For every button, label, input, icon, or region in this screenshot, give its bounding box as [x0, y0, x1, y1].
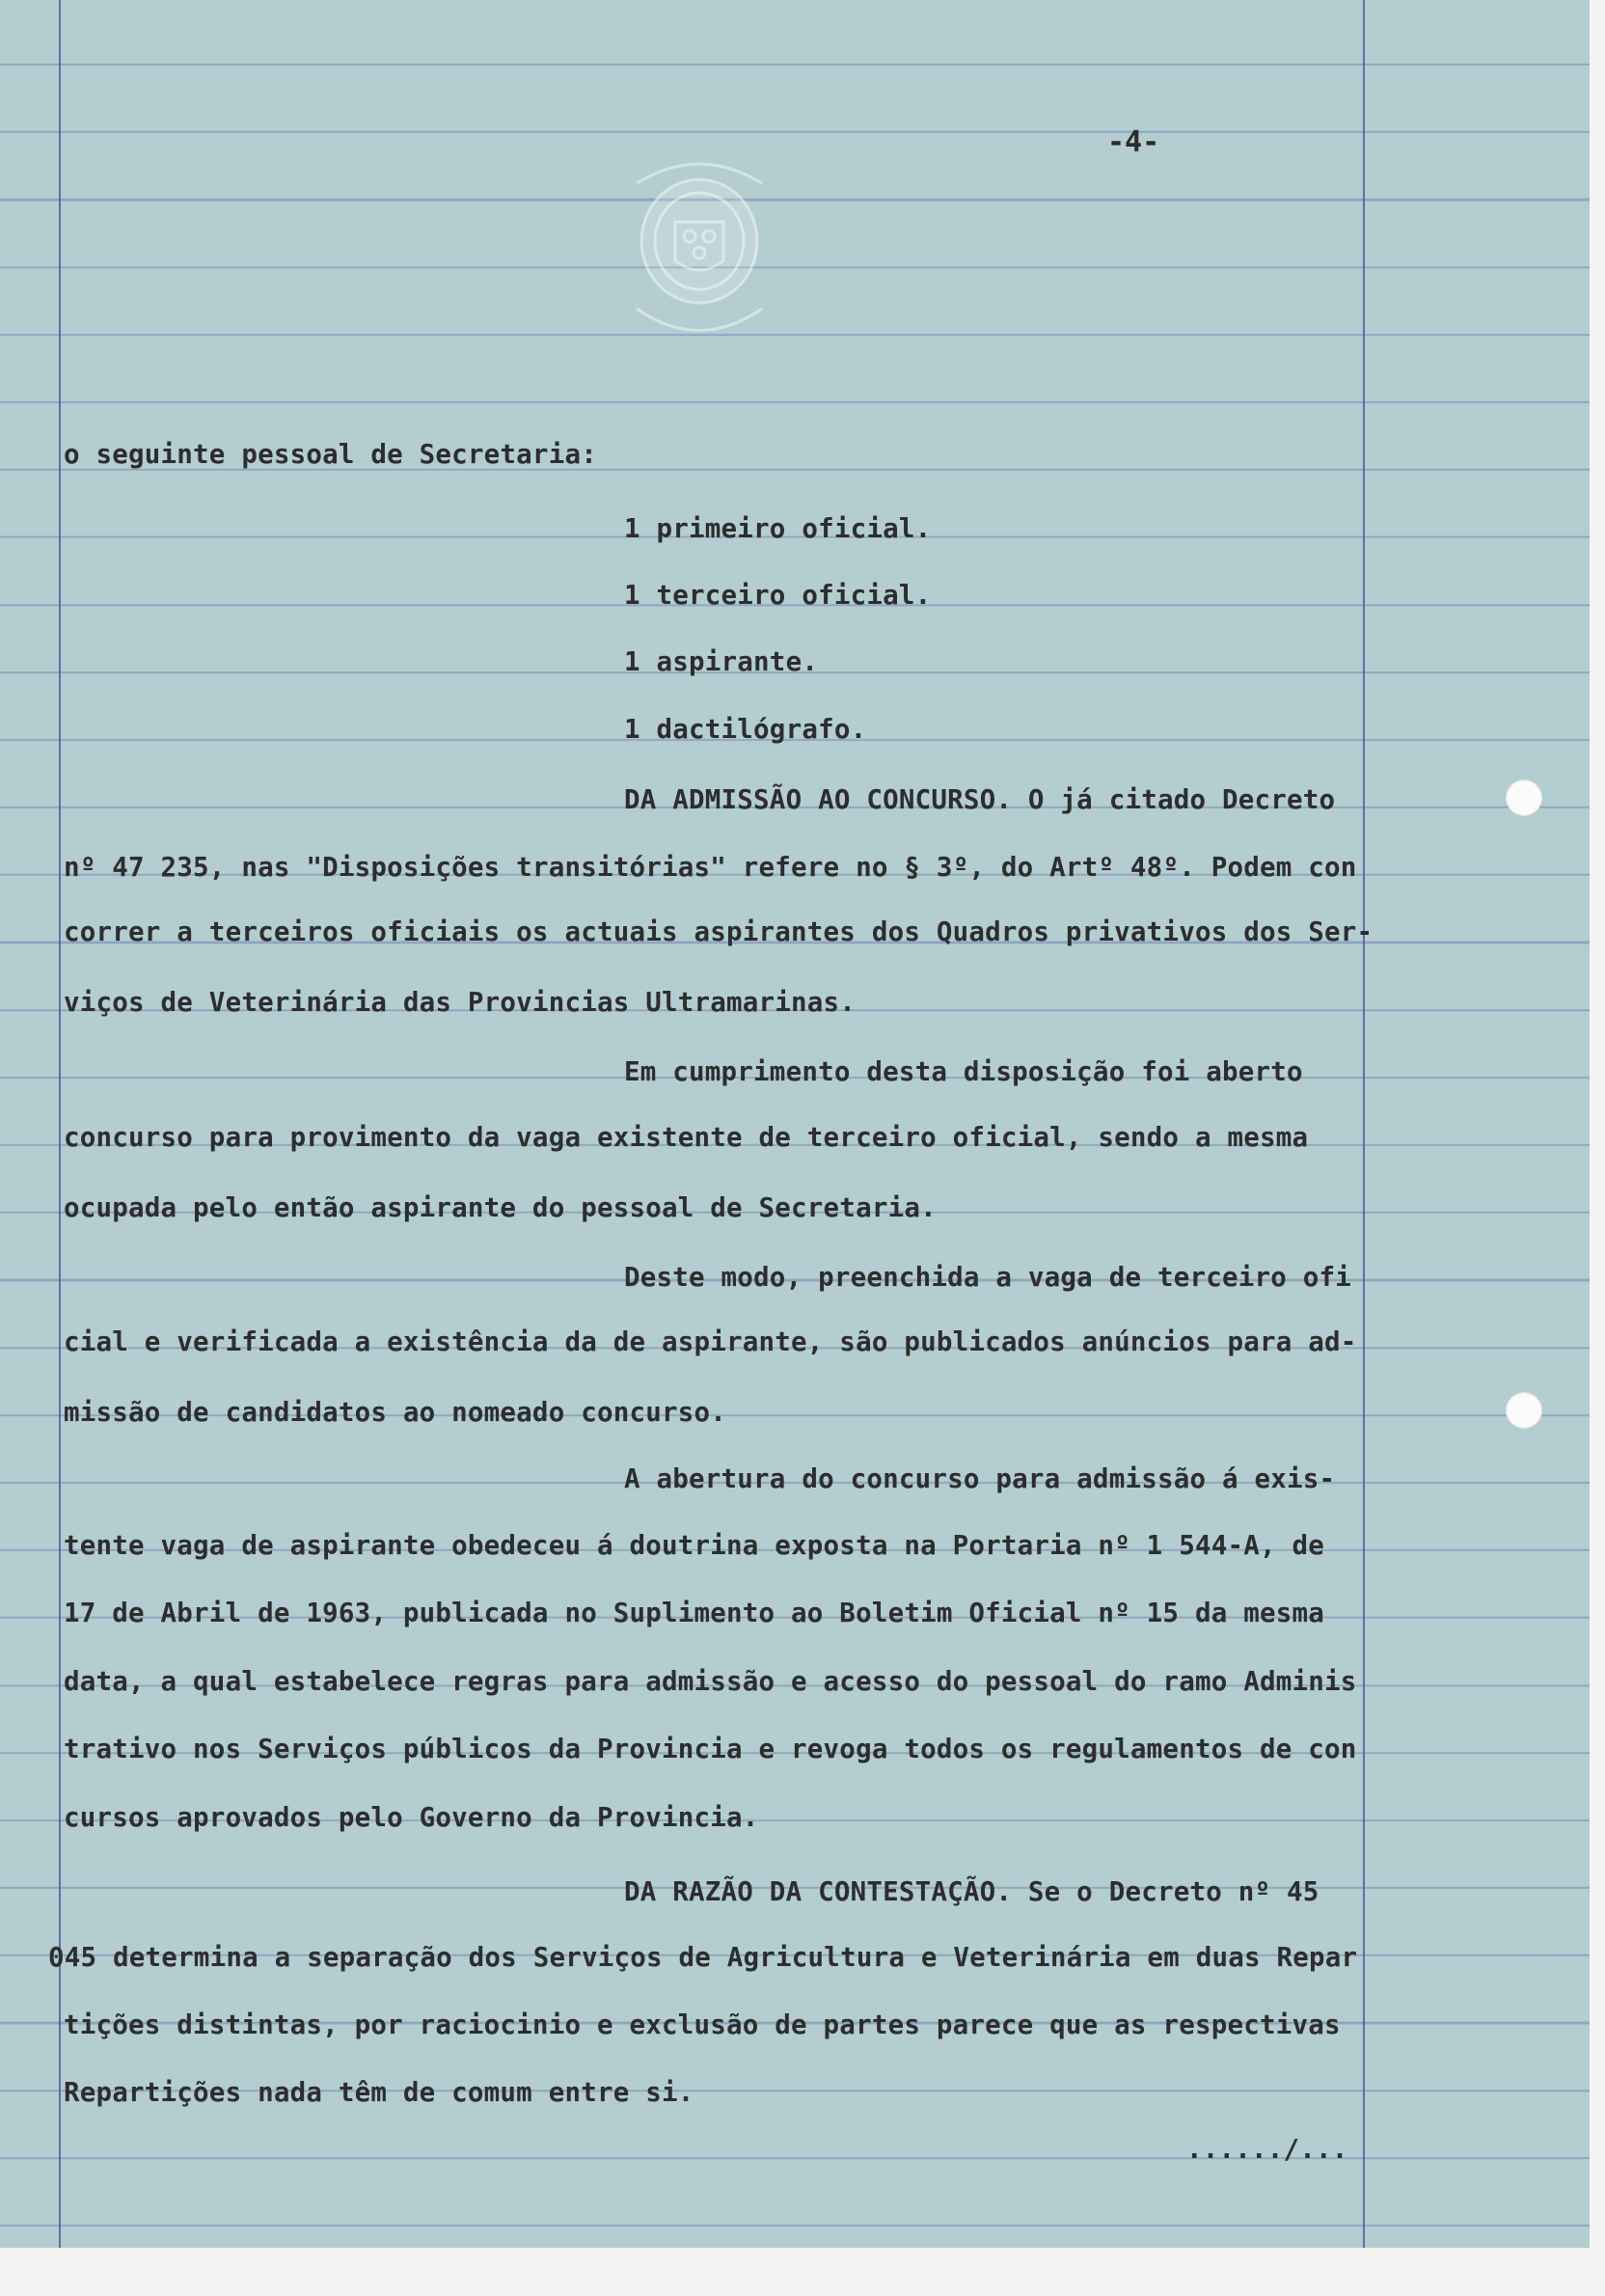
text-line: 17 de Abril de 1963, publicada no Suplimento ao Boletim Oficial nº 15 da mesma: [64, 1598, 1324, 1628]
text-line: 1 dactilógrafo.: [624, 714, 867, 745]
text-line: 1 terceiro oficial.: [624, 580, 932, 611]
section-heading-line: DA ADMISSÃO AO CONCURSO. O já citado Decreto: [624, 784, 1336, 815]
punch-hole: [1506, 1392, 1542, 1429]
text-line: correr a terceiros oficiais os actuais aspirantes dos Quadros privativos dos Ser-: [64, 916, 1374, 947]
section-heading-line: DA RAZÃO DA CONTESTAÇÃO. Se o Decreto nº 45: [624, 1876, 1319, 1907]
left-margin-line: [59, 0, 61, 2248]
scan-border: [0, 2248, 1605, 2296]
punch-hole: [1506, 779, 1542, 816]
text-line: Deste modo, preenchida a vaga de terceiro ofi: [624, 1262, 1352, 1293]
text-line: viços de Veterinária das Provincias Ultramarinas.: [64, 987, 857, 1018]
page-number: -4-: [1107, 125, 1160, 159]
text-line: trativo nos Serviços públicos da Provincia e revoga todos os regulamentos de con: [64, 1734, 1357, 1764]
text-line: nº 47 235, nas "Disposições transitórias" refere no § 3º, do Artº 48º. Podem con: [64, 852, 1357, 883]
text-line: Em cumprimento desta disposição foi aberto: [624, 1056, 1303, 1087]
text-line: cial e verificada a existência da de aspirante, são publicados anúncios para ad-: [64, 1326, 1357, 1357]
text-line: missão de candidatos ao nomeado concurso.: [64, 1397, 727, 1428]
text-line: ocupada pelo então aspirante do pessoal de Secretaria.: [64, 1192, 937, 1223]
text-line: A abertura do concurso para admissão á exis-: [624, 1463, 1336, 1494]
right-margin-line: [1363, 0, 1365, 2248]
text-line: 1 primeiro oficial.: [624, 513, 932, 544]
continuation-mark: ....../...: [1186, 2134, 1348, 2165]
text-line: 045 determina a separação dos Serviços de Agricultura e Veterinária em duas Repar: [48, 1942, 1358, 1973]
text-line: Repartições nada têm de comum entre si.: [64, 2077, 694, 2108]
text-line: 1 aspirante.: [624, 646, 819, 677]
text-line: o seguinte pessoal de Secretaria:: [64, 439, 597, 470]
text-line: tições distintas, por raciocinio e exclusão de partes parece que as respectivas: [64, 2009, 1341, 2040]
text-line: concurso para provimento da vaga existente de terceiro oficial, sendo a mesma: [64, 1122, 1309, 1153]
text-line: cursos aprovados pelo Governo da Provincia.: [64, 1802, 759, 1833]
text-line: tente vaga de aspirante obedeceu á doutrina exposta na Portaria nº 1 544-A, de: [64, 1530, 1324, 1561]
embossed-seal: [608, 145, 791, 367]
text-line: data, a qual estabelece regras para admissão e acesso do pessoal do ramo Adminis: [64, 1666, 1357, 1697]
